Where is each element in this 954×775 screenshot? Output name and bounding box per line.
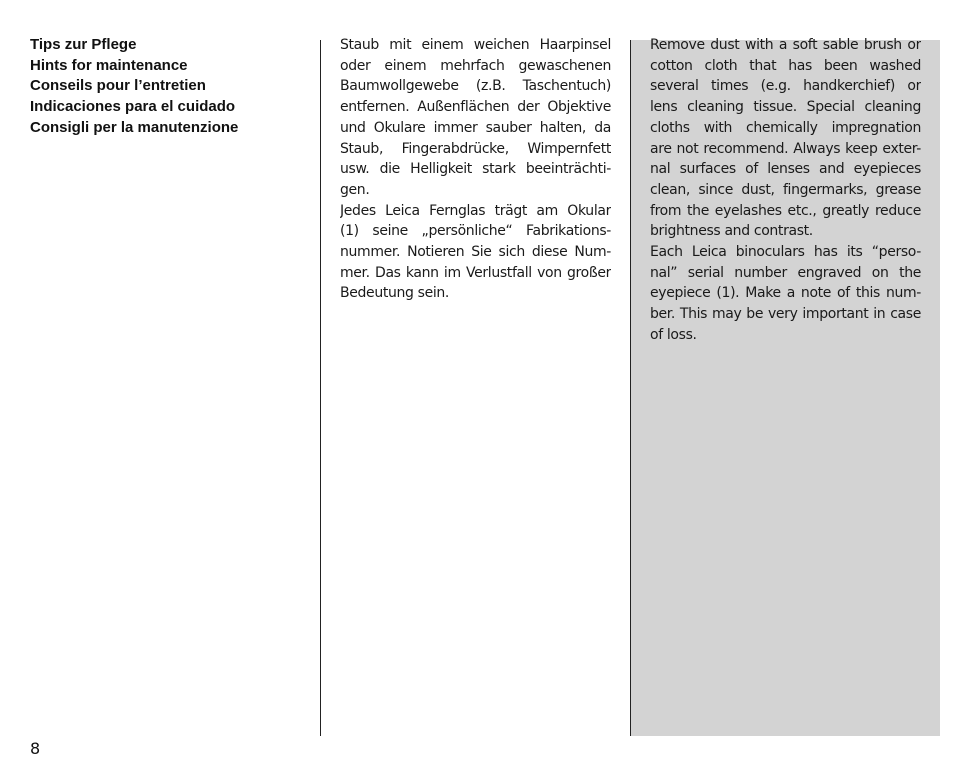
text-line: gen.: [340, 181, 370, 198]
column-divider-left: [320, 40, 321, 736]
heading-english: Hints for maintenance: [30, 56, 188, 74]
text-line: cloths with chemically impregnation: [650, 119, 921, 136]
english-text-column: [650, 35, 921, 346]
text-line: Bedeutung sein.: [340, 285, 450, 302]
text-line: lens cleaning tissue. Special cleaning: [650, 99, 921, 116]
text-line: Jedes Leica Fernglas trägt am Okular: [340, 202, 611, 219]
text-line: usw. die Helligkeit stark beeinträchti-: [340, 161, 611, 178]
heading-german: Tips zur Pflege: [30, 36, 137, 53]
text-line: mer. Das kann im Verlustfall von großer: [340, 264, 611, 281]
text-line: Each Leica binoculars has its “perso-: [650, 244, 921, 261]
text-line: are not recommend. Always keep exter-: [650, 140, 921, 157]
text-line: Staub mit einem weichen Haarpinsel: [340, 37, 611, 53]
text-line: eyepiece (1). Make a note of this num-: [650, 285, 921, 302]
text-line: entfernen. Außenflächen der Objektive: [340, 99, 611, 116]
heading-italian: Consigli per la manutenzione: [30, 118, 239, 136]
text-line: Baumwollgewebe (z.B. Taschentuch): [340, 78, 611, 95]
heading-french: Conseils pour l’entretien: [30, 77, 206, 95]
german-text-column: [340, 35, 611, 304]
section-headings: [30, 35, 315, 139]
text-line: ber. This may be very important in case: [650, 306, 921, 323]
text-line: Remove dust with a soft sable brush or: [650, 37, 921, 53]
text-line: nal” serial number engraved on the: [650, 264, 921, 281]
text-line: brightness and contrast.: [650, 223, 813, 240]
text-line: several times (e.g. handkerchief) or: [650, 78, 921, 95]
text-line: cotton cloth that has been washed: [650, 57, 921, 74]
english-paragraph-dust: [650, 35, 921, 242]
german-paragraph-dust: [340, 35, 611, 201]
text-line: from the eyelashes etc., greatly reduce: [650, 202, 921, 219]
text-line: nal surfaces of lenses and eyepieces: [650, 161, 921, 178]
column-divider-right: [630, 40, 631, 736]
english-paragraph-serial: [650, 242, 921, 346]
text-line: Staub, Fingerabdrücke, Wimpernfett: [340, 140, 611, 157]
text-line: nummer. Notieren Sie sich diese Num-: [340, 244, 611, 261]
text-line: clean, since dust, fingermarks, grease: [650, 181, 921, 198]
german-paragraph-serial: [340, 201, 611, 305]
text-line: und Okulare immer sauber halten, da: [340, 119, 611, 136]
heading-spanish: Indicaciones para el cuidado: [30, 98, 236, 116]
text-line: of loss.: [650, 326, 697, 343]
text-line: oder einem mehrfach gewaschenen: [340, 57, 611, 74]
text-line: (1) seine „persönliche“ Fabrikations-: [340, 223, 611, 240]
page-number: 8: [30, 739, 41, 758]
